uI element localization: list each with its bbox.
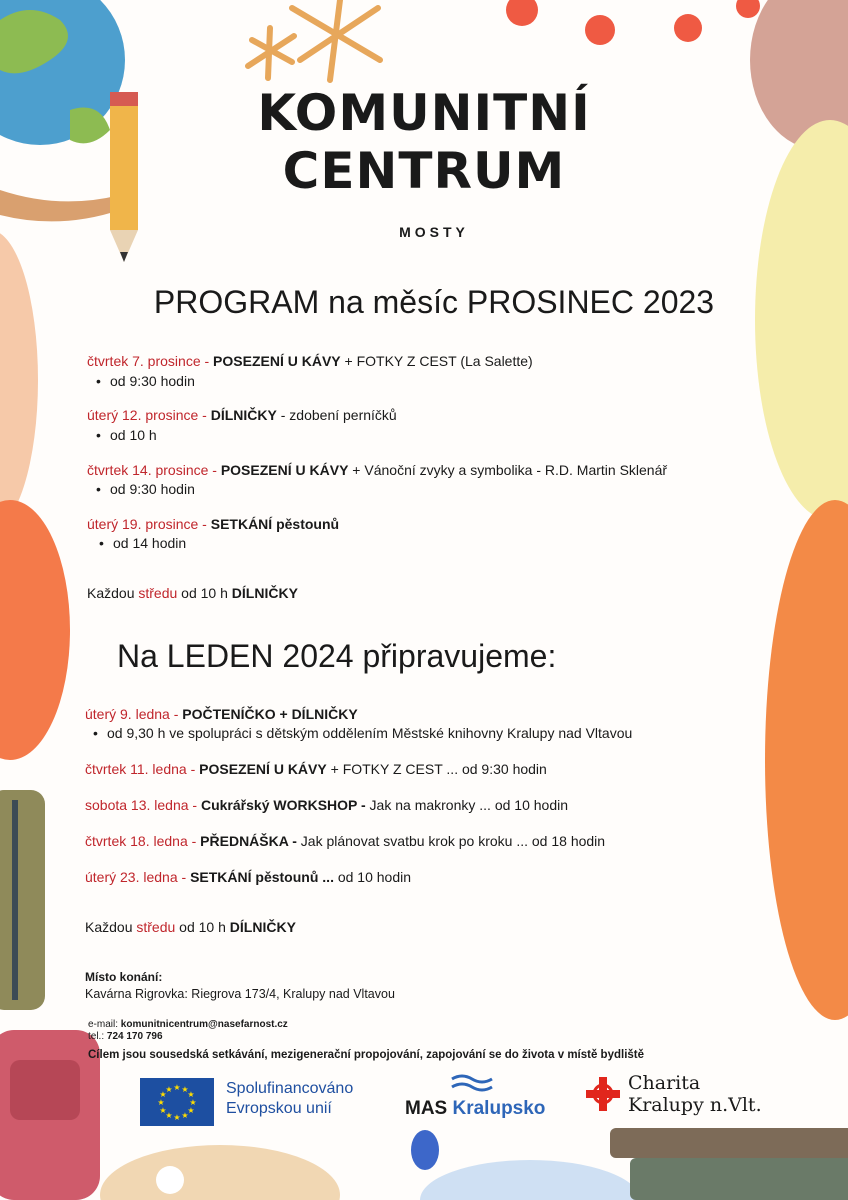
mas-logo-text — [405, 1098, 545, 1120]
charita-line-1: Charita — [628, 1072, 701, 1094]
event-title: POSEZENÍ U KÁVY — [199, 761, 327, 777]
svg-text:★: ★ — [173, 1083, 181, 1092]
event-detail: Jak na makronky ... od 10 hodin — [365, 797, 569, 813]
event-time: • od 9:30 hodin — [96, 480, 195, 498]
january-weekly — [85, 918, 296, 936]
event-title: POSEZENÍ U KÁVY — [220, 462, 349, 478]
svg-text:★: ★ — [187, 1090, 195, 1099]
svg-text:★: ★ — [173, 1113, 181, 1122]
event-time: • od 14 hodin — [99, 534, 186, 552]
event-detail: - zdobení perníčků — [276, 407, 397, 423]
subtitle: MOSTY — [399, 224, 469, 240]
weekly-time: od 10 h — [175, 919, 230, 935]
eu-flag-icon — [140, 1078, 214, 1126]
weekly-day: středu — [136, 919, 176, 935]
charita-line-2: Kralupy n.Vlt. — [628, 1094, 762, 1116]
event-title: SETKÁNÍ pěstounů ... — [190, 869, 334, 885]
weekly-title: DÍLNIČKY — [229, 919, 296, 935]
january-event — [85, 832, 605, 850]
december-event — [87, 352, 533, 370]
svg-text:★: ★ — [181, 1111, 189, 1120]
event-date: sobota 13. ledna - — [85, 797, 198, 813]
event-date: čtvrtek 14. prosince - — [87, 462, 217, 478]
event-title: SETKÁNÍ pěstounů — [210, 516, 340, 532]
january-event — [85, 868, 411, 886]
eu-line-2: Evropskou unií — [226, 1100, 332, 1117]
weekly-time: od 10 h — [177, 585, 232, 601]
event-detail: od 10 hodin — [333, 869, 412, 885]
event-time: • od 9:30 hodin — [96, 372, 195, 390]
title-line-1: KOMUNITNÍ — [257, 84, 591, 142]
event-date: čtvrtek 18. ledna - — [85, 833, 197, 849]
event-date: čtvrtek 7. prosince - — [87, 353, 210, 369]
event-date: čtvrtek 11. ledna - — [85, 761, 196, 777]
svg-text:★: ★ — [187, 1106, 195, 1115]
charita-logo-text — [628, 1072, 762, 1116]
svg-text:★: ★ — [181, 1085, 189, 1094]
december-heading: PROGRAM na měsíc PROSINEC 2023 — [153, 284, 715, 320]
weekly-prefix: Každou — [87, 585, 139, 601]
venue-label: Místo konání: — [85, 970, 163, 984]
event-date: úterý 23. ledna - — [85, 869, 187, 885]
mas-wave-icon — [450, 1073, 494, 1098]
eu-logo-text — [226, 1079, 353, 1119]
event-title: DÍLNIČKY — [210, 407, 277, 423]
december-event — [87, 406, 397, 424]
title-line-2: CENTRUM — [282, 142, 566, 200]
svg-text:★: ★ — [157, 1098, 165, 1107]
december-event — [87, 515, 339, 533]
weekly-title: DÍLNIČKY — [231, 585, 298, 601]
mas-prefix: MAS — [405, 1098, 453, 1119]
event-title: POSEZENÍ U KÁVY — [213, 353, 341, 369]
mas-name: Kralupsko — [452, 1098, 546, 1119]
event-date: úterý 9. ledna - — [85, 706, 179, 722]
phone-number: 724 170 796 — [106, 1031, 163, 1042]
december-weekly — [87, 584, 298, 602]
charita-cross-icon — [584, 1075, 622, 1118]
email-label: e-mail: — [88, 1019, 121, 1030]
january-event — [85, 796, 568, 814]
event-date: úterý 19. prosince - — [87, 516, 207, 532]
svg-text:★: ★ — [165, 1111, 173, 1120]
event-title: Cukrářský WORKSHOP - — [200, 797, 366, 813]
phone-label: tel.: — [88, 1031, 107, 1042]
event-date: úterý 12. prosince - — [87, 407, 207, 423]
event-title: PŘEDNÁŠKA - — [200, 833, 297, 849]
weekly-day: středu — [138, 585, 178, 601]
event-time: • od 10 h — [96, 426, 157, 444]
event-detail: Jak plánovat svatbu krok po kroku ... od 18 hodin — [296, 833, 606, 849]
event-title: POČTENÍČKO + DÍLNIČKY — [182, 706, 358, 722]
january-event — [85, 760, 547, 778]
january-event — [85, 705, 358, 723]
event-detail: + FOTKY Z CEST (La Salette) — [340, 353, 533, 369]
svg-text:★: ★ — [165, 1085, 173, 1094]
svg-text:★: ★ — [159, 1090, 167, 1099]
svg-text:★: ★ — [159, 1106, 167, 1115]
event-detail: + Vánoční zvyky a symbolika - R.D. Martin Sklenář — [348, 462, 668, 478]
contact-email — [88, 1019, 288, 1030]
event-time: • od 9,30 h ve spolupráci s dětským oddělením Městské knihovny Kralupy nad Vltavou — [93, 724, 632, 742]
contact-phone — [88, 1031, 163, 1042]
svg-text:★: ★ — [189, 1098, 197, 1107]
email-link[interactable]: komunitnicentrum@nasefarnost.cz — [120, 1019, 288, 1030]
january-heading: Na LEDEN 2024 připravujeme: — [117, 638, 557, 674]
eu-line-1: Spolufinancováno — [226, 1080, 354, 1097]
weekly-prefix: Každou — [85, 919, 137, 935]
venue-address: Kavárna Rigrovka: Riegrova 173/4, Kralupy nad Vltavou — [85, 987, 395, 1001]
event-detail: + FOTKY Z CEST ... od 9:30 hodin — [326, 761, 547, 777]
december-event — [87, 461, 667, 479]
mission-statement: Cílem jsou sousedská setkávání, mezigenerační propojování, zapojování se do života v místě bydliště — [88, 1049, 645, 1061]
